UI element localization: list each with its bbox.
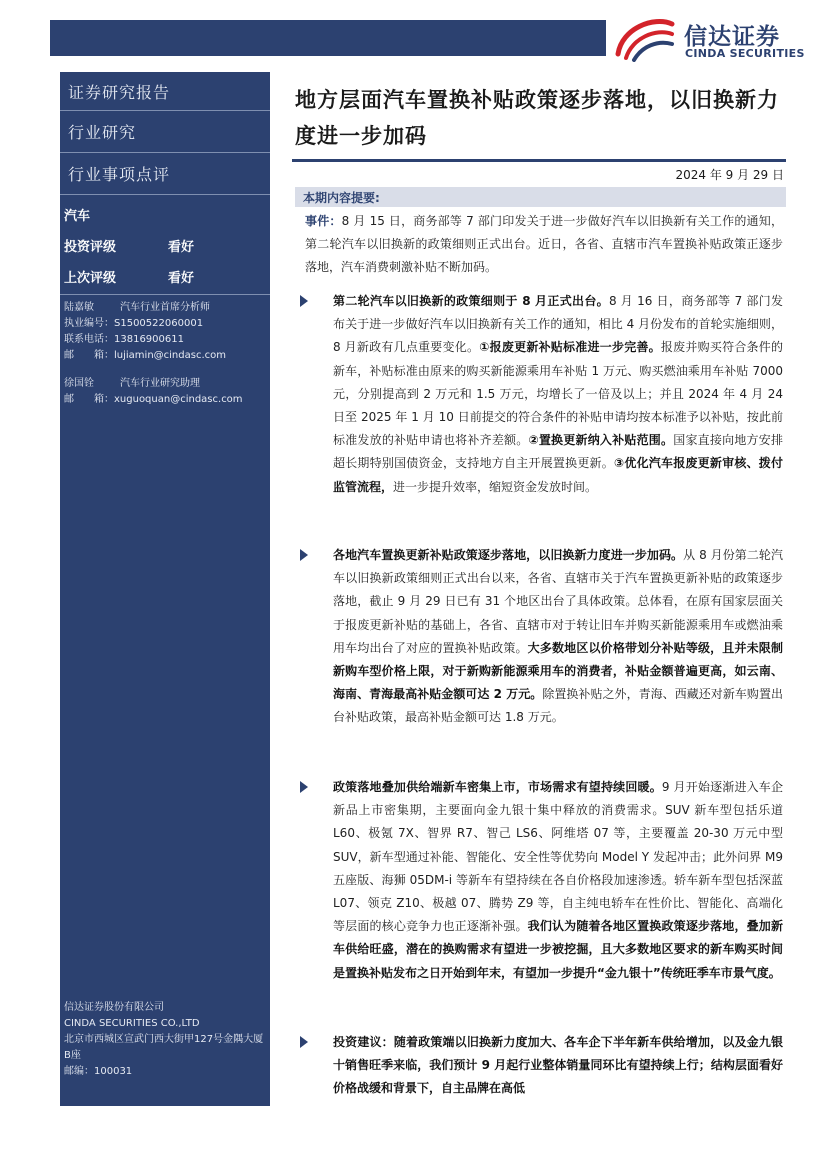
cinda-logo (612, 14, 812, 62)
analyst-title: 汽车行业首席分析师 (120, 302, 210, 313)
analyst-name: 陆嘉敏 (64, 302, 94, 313)
email-label: 邮 箱： (64, 394, 114, 405)
brand-name-en: CINDA SECURITIES (685, 47, 805, 60)
bullet-2-lead: 各地汽车置换更新补贴政策逐步落地，以旧换新力度进一步加码。 (333, 548, 684, 562)
event-label: 事件： (305, 214, 342, 228)
bullet-2-highlight: 大多数地区以价格带划分补贴等级，且并未限制新购车型价格上限，对于新购新能源乘用车的消费者，补贴金额普遍更高，如云南、海南、青海最高补贴金额可达 2 万元。 (333, 640, 783, 702)
report-title: 地方层面汽车置换补贴政策逐步落地，以旧换新力度进一步加码 (295, 88, 779, 148)
cert-label: 执业编号： (64, 318, 114, 329)
logo-mark-icon (612, 14, 678, 62)
industry-name: 汽车 (64, 209, 91, 224)
bullet-2-text (333, 544, 783, 730)
company-postcode: 邮编：100031 (64, 1066, 133, 1077)
investment-advice-text: 随着政策端以旧换新力度加大、各车企下半年新车供给增加，以及金九银十销售旺季来临，我们预计 9 月起行业整体销量同环比有望持续上行；结构层面看好价格战缓和背景下，自主品牌在高低 (333, 1035, 783, 1096)
bullet-3-lead: 政策落地叠加供给端新车密集上市，市场需求有望持续回暖。 (333, 780, 662, 794)
event-text: 8 月 15 日，商务部等 7 部门印发关于进一步做好汽车以旧换新有关工作的通知，第二轮汽车以旧换新的政策细则正式出台。近日，各省、直辖市汽车置换补贴政策正逐步落地，汽车消费刺激补贴不断加码。 (305, 214, 783, 275)
bullet-arrow-icon (300, 1036, 308, 1048)
sidebar (60, 72, 270, 1106)
header-bar (50, 20, 606, 56)
brand-name-cn: 信达证券 (684, 24, 780, 50)
bullet-arrow-icon (300, 781, 308, 793)
bullet-1-body-4: 进一步提升效率，缩短资金发放时间。 (393, 479, 598, 494)
analyst-2 (64, 376, 243, 408)
divider (60, 152, 270, 153)
report-category: 行业研究 (68, 123, 137, 142)
bullet-1-point-3: ③优化汽车报废更新审核、拨付监管流程， (333, 456, 783, 494)
bullet-1-body: 8 月 16 日，商务部等 7 部门发布关于进一步做好汽车以旧换新有关工作的通知，相比 4 月份发布的首轮实施细则，8 月新政有几点重要变化。 (333, 294, 783, 355)
analyst-title: 汽车行业研究助理 (120, 378, 200, 389)
company-address: 北京市西城区宣武门西大街甲127号金隅大厦B座 (64, 1034, 264, 1061)
report-subtype: 行业事项点评 (68, 165, 171, 184)
report-type: 证券研究报告 (68, 83, 171, 102)
bullet-3-text (333, 776, 783, 985)
bullet-arrow-icon (300, 295, 308, 307)
divider (60, 110, 270, 111)
section-header-label: 本期内容提要: (303, 191, 380, 205)
report-date: 2024 年 9 月 29 日 (675, 168, 784, 182)
phone-label: 联系电话： (64, 334, 114, 345)
bullet-1-lead: 第二轮汽车以旧换新的政策细则于 8 月正式出台。 (333, 294, 609, 308)
divider (60, 194, 270, 195)
analyst-name: 徐国铨 (64, 378, 94, 389)
rating-value: 看好 (168, 240, 195, 255)
bullet-4-text (333, 1031, 783, 1101)
bullet-1-body-2: 报废并购买符合条件的新车，补贴标准由原来的购买新能源乘用车补贴 1 万元、购买燃油乘用车补贴 7000 元，分别提高到 2 万元和 1.5 万元，均增长了一倍及以上；并且 2024 年 4 月 24 日至 2025 年 1 月 10 日前提交的符合条件的补贴申请均按本标准予以补贴，按此前标准发放的补贴申请也将补齐差额。 (333, 340, 783, 448)
event-paragraph (305, 210, 783, 280)
analyst-email[interactable]: xuguoquan@cindasc.com (114, 394, 243, 405)
cert-number: S1500522060001 (114, 318, 204, 329)
bullet-3-body: 9 月开始逐渐进入车企新品上市密集期，主要面向金九银十集中释放的消费需求。SUV 新车型包括乐道 L60、极氪 7X、智界 R7、智己 LS6、阿维塔 07 等，主要覆盖 20-30 万元中型 SUV，新车型通过补能、智能化、安全性等优势向 Model Y 发起冲击；此外问界 M9 五座版、海狮 05DM-i 等新车有望持续在各自价格段加速渗透。轿车新车型包括深蓝 L07、领克 Z10、极越 07、腾势 Z9 等，自主纯电轿车在性价比、智能化、高端化等层面的核心竞争力也正逐渐补强。 (333, 780, 783, 934)
bullet-2-body-2: 除置换补贴之外，青海、西藏还对新车购置出台补贴政策，最高补贴金额可达 1.8 万元。 (333, 687, 783, 725)
prev-rating-label: 上次评级 (64, 271, 117, 286)
divider (60, 294, 270, 295)
investment-advice-label: 投资建议： (333, 1035, 394, 1049)
bullet-1-point-1: ①报废更新补贴标准进一步完善。 (479, 340, 661, 355)
company-name-en: CINDA SECURITIES CO.,LTD (64, 1018, 200, 1029)
prev-rating-value: 看好 (168, 271, 195, 286)
bullet-3-highlight: 我们认为随着各地区置换政策逐步落地，叠加新车供给旺盛，潜在的换购需求有望进一步被挖掘，且大多数地区要求的新车购买时间是置换补贴发布之日开始到年末，有望加一步提升“金九银十”传统旺季车市景气度。 (333, 919, 783, 980)
rating-label: 投资评级 (64, 240, 117, 255)
company-name-cn: 信达证券股份有限公司 (64, 1002, 164, 1013)
analyst-1 (64, 300, 226, 364)
bullet-1-text (333, 290, 783, 499)
bullet-1-body-3: 国家直接向地方安排超长期特别国债资金，支持地方自主开展置换更新。 (333, 433, 783, 471)
phone-number: 13816900611 (114, 334, 184, 345)
bullet-arrow-icon (300, 549, 308, 561)
title-rule (292, 159, 786, 162)
bullet-2-body: 从 8 月份第二轮汽车以旧换新政策细则正式出台以来，各省、直辖市关于汽车置换更新补贴的政策逐步落地，截止 9 月 29 日已有 31 个地区出台了具体政策。总体看，在原有国家层面关于报废更新补贴的基础上，各省、直辖市对于转让旧车并购买新能源乘用车或燃油乘用车均出台了对应的置换补贴政策。 (333, 548, 783, 655)
bullet-1-point-2: ②置换更新纳入补贴范围。 (528, 433, 674, 448)
email-label: 邮 箱： (64, 350, 114, 361)
company-footer (64, 1000, 268, 1080)
analyst-email[interactable]: lujiamin@cindasc.com (114, 350, 226, 361)
section-header (295, 187, 786, 207)
